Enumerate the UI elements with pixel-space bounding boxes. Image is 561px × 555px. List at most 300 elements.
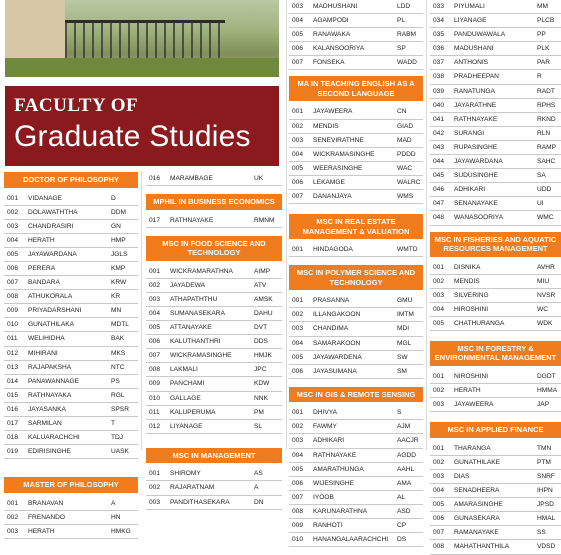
graduate-initials: TDJ	[111, 434, 124, 442]
graduate-number: 002	[433, 387, 445, 395]
graduate-number: 006	[7, 264, 19, 272]
graduate-number: 033	[433, 3, 445, 10]
graduate-surname: RATHNAYAKA	[28, 391, 72, 399]
program-section	[146, 236, 282, 434]
graduate-row	[430, 398, 561, 412]
graduate-row	[4, 403, 138, 417]
graduate-surname: SARMILAN	[28, 420, 62, 427]
column-2	[146, 172, 282, 510]
graduate-number: 001	[7, 194, 19, 202]
graduate-initials: AVHR	[537, 263, 555, 271]
graduate-number: 017	[7, 420, 19, 427]
graduate-initials: GMU	[397, 297, 413, 305]
graduate-row	[289, 120, 423, 134]
graduate-row	[4, 192, 138, 206]
graduate-list	[289, 105, 423, 204]
graduate-list	[430, 0, 561, 226]
graduate-row	[289, 162, 423, 176]
graduate-row	[430, 512, 561, 526]
graduate-row	[430, 498, 561, 512]
graduate-initials: JGLS	[111, 250, 128, 258]
column-3	[289, 0, 423, 547]
program-section	[4, 477, 138, 539]
graduate-initials: DAHU	[254, 309, 273, 317]
graduate-list	[4, 497, 138, 539]
graduate-surname: RATHNAYAKE	[170, 216, 214, 224]
graduate-initials: DS	[397, 536, 407, 544]
graduate-list	[430, 442, 561, 555]
graduate-surname: SENEVIRATHNE	[313, 136, 364, 144]
graduate-initials: DGDT	[537, 372, 556, 380]
graduate-number: 001	[292, 297, 304, 305]
graduate-number: 036	[433, 45, 445, 53]
section-heading: MSC IN POLYMER SCIENCE AND TECHNOLOGY	[289, 265, 423, 290]
graduate-initials: NVSR	[537, 291, 556, 299]
graduate-initials: PLCB	[537, 17, 555, 25]
graduate-surname: JAYAWARDANA	[28, 250, 77, 258]
graduate-number: 002	[292, 311, 304, 319]
graduate-surname: HERATH	[28, 527, 55, 535]
graduate-initials: WMC	[537, 214, 554, 222]
graduate-number: 005	[292, 465, 304, 473]
graduate-row	[289, 14, 423, 28]
graduate-row	[4, 347, 138, 361]
graduate-row	[4, 206, 138, 220]
graduate-number: 015	[7, 391, 19, 399]
graduate-row	[4, 290, 138, 304]
graduate-number: 004	[292, 451, 304, 459]
graduate-list	[4, 192, 138, 460]
graduate-row	[4, 262, 138, 276]
graduate-list	[289, 294, 423, 379]
program-section	[146, 194, 282, 228]
graduate-row	[289, 190, 423, 204]
graduate-list	[146, 214, 282, 228]
graduate-initials: WAC	[397, 164, 413, 172]
graduate-number: 003	[292, 136, 304, 144]
graduate-surname: MENDIS	[313, 122, 339, 130]
graduate-row	[146, 406, 282, 420]
graduate-number: 016	[7, 405, 19, 413]
graduate-surname: LEKAMGE	[313, 178, 345, 186]
graduate-number: 006	[292, 479, 304, 487]
graduate-number: 017	[149, 216, 161, 224]
graduate-number: 016	[149, 175, 161, 182]
faculty-line1: FACULTY OF	[14, 95, 139, 116]
graduate-surname: SENANAYAKE	[454, 200, 498, 208]
graduate-initials: JAP	[537, 401, 550, 409]
graduate-surname: RATHNAYAKE	[313, 451, 357, 459]
program-section	[430, 0, 561, 226]
graduate-initials: WMTD	[397, 246, 418, 254]
graduate-initials: AJM	[397, 423, 411, 431]
graduate-row	[146, 420, 282, 434]
graduate-initials: CP	[397, 522, 407, 530]
graduate-initials: MDI	[397, 325, 410, 333]
graduate-surname: ATHAPATHTHU	[170, 295, 218, 303]
graduate-row	[430, 0, 561, 14]
graduate-initials: R	[537, 73, 542, 81]
graduate-row	[146, 496, 282, 510]
graduate-number: 006	[433, 515, 445, 523]
graduate-initials: SW	[397, 353, 408, 361]
column-divider	[426, 0, 427, 450]
graduate-surname: EDIRISINGHE	[28, 448, 71, 456]
graduate-initials: NTC	[111, 363, 125, 371]
graduate-row	[430, 456, 561, 470]
graduate-surname: PANAWANNAGE	[28, 377, 80, 385]
graduate-surname: DOLAWATHTHA	[28, 208, 78, 216]
graduate-row	[4, 417, 138, 431]
graduate-initials: PP	[537, 31, 546, 39]
section-heading: MPHIL IN BUSINESS ECONOMICS	[146, 194, 282, 210]
graduate-number: 005	[433, 501, 445, 509]
graduate-initials: UK	[254, 175, 264, 182]
program-section	[430, 422, 561, 554]
graduate-surname: ADHIKARI	[313, 437, 345, 445]
section-heading: MSC IN FORESTRY & ENVIRONMENTAL MANAGEMENT	[430, 341, 561, 366]
graduate-number: 002	[292, 122, 304, 130]
graduate-surname: NIROSHINI	[454, 372, 489, 380]
graduate-row	[289, 42, 423, 56]
graduate-initials: PDDD	[397, 150, 416, 158]
graduate-initials: RPHS	[537, 101, 556, 109]
graduate-row	[430, 197, 561, 211]
graduate-row	[146, 214, 282, 228]
graduate-number: 004	[292, 17, 304, 25]
graduate-row	[146, 293, 282, 307]
graduate-surname: LIYANAGE	[170, 422, 203, 430]
graduate-surname: PANDUWAWALA	[454, 31, 506, 39]
graduate-number: 008	[7, 293, 19, 301]
graduate-surname: PANCHAMI	[170, 380, 205, 388]
graduate-surname: RAJARATNAM	[170, 484, 215, 492]
graduate-number: 004	[433, 305, 445, 313]
graduate-initials: SL	[254, 422, 263, 430]
graduate-number: 009	[7, 307, 19, 315]
graduate-row	[4, 318, 138, 332]
graduate-number: 003	[433, 291, 445, 299]
section-heading: MSC IN MANAGEMENT	[146, 448, 282, 464]
graduate-number: 011	[7, 335, 18, 343]
graduate-surname: IYOOB	[313, 493, 334, 501]
graduate-surname: FONSEKA	[313, 59, 345, 67]
graduate-surname: DIAS	[454, 472, 470, 480]
graduate-row	[4, 389, 138, 403]
graduate-row	[289, 519, 423, 533]
graduate-number: 007	[7, 279, 19, 287]
graduate-number: 008	[433, 543, 445, 551]
graduate-number: 012	[149, 422, 161, 430]
graduate-surname: AMARATHUNGA	[313, 465, 364, 473]
graduate-initials: WC	[537, 305, 548, 313]
graduate-surname: SENADHEERA	[454, 487, 500, 495]
graduate-surname: PERERA	[28, 264, 56, 272]
graduate-row	[146, 392, 282, 406]
graduate-surname: GUNATHILAKA	[28, 321, 75, 329]
graduate-number: 010	[292, 536, 304, 544]
graduate-row	[430, 56, 561, 70]
lawn	[5, 58, 279, 77]
campus-photo	[5, 0, 279, 77]
graduate-number: 006	[292, 178, 304, 186]
graduate-row	[430, 14, 561, 28]
graduate-initials: A	[254, 484, 259, 492]
graduate-row	[289, 449, 423, 463]
graduate-initials: RABM	[397, 31, 417, 39]
graduate-surname: BANDARA	[28, 279, 60, 287]
column-divider	[141, 172, 142, 450]
graduate-row	[430, 28, 561, 42]
graduate-surname: HERATH	[28, 236, 55, 244]
graduate-row	[289, 134, 423, 148]
graduate-initials: DVT	[254, 324, 268, 332]
graduate-surname: WICKRAMASINGHE	[313, 150, 375, 158]
graduate-row	[146, 307, 282, 321]
graduate-initials: CN	[397, 108, 407, 116]
graduate-initials: NNK	[254, 394, 268, 402]
graduate-number: 043	[433, 143, 445, 151]
graduate-number: 002	[433, 458, 445, 466]
graduate-surname: SUMANASEKARA	[170, 309, 225, 317]
graduate-list	[289, 0, 423, 70]
graduate-initials: PL	[397, 17, 406, 25]
graduate-row	[289, 322, 423, 336]
graduate-initials: D	[111, 194, 116, 202]
graduate-initials: RMNM	[254, 216, 275, 224]
graduate-surname: FAWMY	[313, 423, 337, 431]
graduate-surname: GUNATHILAKE	[454, 458, 501, 466]
section-heading: MSC IN FOOD SCIENCE AND TECHNOLOGY	[146, 236, 282, 261]
graduate-number: 002	[149, 281, 161, 289]
graduate-surname: WELIHIDHA	[28, 335, 65, 343]
graduate-initials: A	[111, 499, 116, 507]
graduate-row	[4, 511, 138, 525]
graduate-initials: VDSD	[537, 543, 556, 551]
graduate-row	[430, 99, 561, 113]
graduate-initials: SNRF	[537, 472, 555, 480]
graduate-number: 001	[7, 499, 19, 507]
graduate-surname: JAYAWEERA	[454, 401, 494, 409]
graduate-number: 007	[149, 352, 161, 360]
column-4	[430, 0, 561, 555]
graduate-number: 013	[7, 363, 19, 371]
graduate-initials: DN	[254, 498, 264, 506]
graduate-number: 037	[433, 59, 445, 67]
graduate-row	[289, 351, 423, 365]
program-section	[289, 265, 423, 379]
graduate-number: 004	[433, 487, 445, 495]
graduate-surname: JAYAWARDENA	[313, 353, 362, 361]
graduate-number: 012	[7, 349, 19, 357]
graduate-surname: JAYARATHNE	[454, 101, 497, 109]
graduate-surname: GUNASEKARA	[454, 515, 500, 523]
graduate-initials: KMP	[111, 264, 126, 272]
graduate-surname: AGAMPODI	[313, 17, 349, 25]
graduate-row	[289, 477, 423, 491]
graduate-row	[146, 321, 282, 335]
graduate-initials: AMSK	[254, 295, 273, 303]
graduate-row	[430, 113, 561, 127]
section-heading: MASTER OF PHILOSOPHY	[4, 477, 138, 493]
graduate-number: 044	[433, 158, 445, 166]
graduate-row	[430, 155, 561, 169]
graduate-initials: AACJR	[397, 437, 419, 445]
graduate-number: 007	[292, 493, 304, 501]
graduate-initials: GN	[111, 222, 121, 230]
graduate-initials: AL	[397, 493, 406, 501]
graduate-initials: MIU	[537, 277, 550, 285]
program-section	[289, 0, 423, 70]
graduate-surname: KALUPERUMA	[170, 408, 216, 416]
graduate-row	[289, 0, 423, 14]
graduate-number: 002	[7, 513, 19, 521]
graduate-list	[289, 243, 423, 257]
graduate-row	[4, 276, 138, 290]
graduate-surname: WIJESINGHE	[313, 479, 355, 487]
graduate-initials: UASK	[111, 448, 129, 456]
graduate-initials: SP	[397, 45, 406, 53]
graduate-surname: JAYAWARDANA	[454, 158, 503, 166]
graduate-list	[146, 265, 282, 434]
graduate-number: 003	[292, 437, 304, 445]
graduate-row	[430, 42, 561, 56]
section-heading: MSC IN REAL ESTATE MANAGEMENT & VALUATION	[289, 214, 423, 239]
program-section	[430, 232, 561, 331]
graduate-surname: WEERASINGHE	[313, 164, 363, 172]
graduate-initials: IMTM	[397, 311, 414, 319]
graduate-row	[430, 442, 561, 456]
graduate-surname: SAMARAKOON	[313, 339, 361, 347]
graduate-initials: KDW	[254, 380, 270, 388]
graduate-initials: WALRC	[397, 178, 421, 186]
graduate-surname: PRASANNA	[313, 297, 350, 305]
graduate-surname: KALUTHANTHRI	[170, 338, 221, 346]
graduate-number: 042	[433, 129, 445, 137]
graduate-number: 003	[149, 295, 161, 303]
graduate-number: 007	[292, 193, 304, 201]
graduate-initials: PTM	[537, 458, 551, 466]
graduate-row	[289, 420, 423, 434]
graduate-surname: JAYAWEERA	[313, 108, 353, 116]
graduate-number: 002	[433, 277, 445, 285]
graduate-initials: SA	[537, 172, 546, 180]
program-section	[289, 214, 423, 257]
graduate-surname: SHIROMY	[170, 470, 201, 478]
graduate-number: 047	[433, 200, 445, 208]
graduate-initials: MKS	[111, 349, 126, 357]
graduate-row	[4, 332, 138, 346]
graduate-number: 035	[433, 31, 445, 39]
graduate-surname: MIHIRANI	[28, 349, 58, 357]
graduate-surname: JAYADEWA	[170, 281, 206, 289]
graduate-surname: BRANAVAN	[28, 499, 64, 507]
graduate-surname: JAYASUMANA	[313, 367, 357, 375]
graduate-list	[430, 261, 561, 331]
graduate-number: 008	[292, 507, 304, 515]
graduate-initials: HMMA	[537, 387, 558, 395]
graduate-row	[430, 141, 561, 155]
graduate-surname: HANANGALAARACHCHI	[313, 536, 389, 544]
graduate-number: 003	[433, 401, 445, 409]
graduate-initials: HN	[111, 513, 121, 521]
graduate-initials: MM	[537, 3, 548, 10]
section-heading: MSC IN FISHERIES AND AQUATIC RESOURCES MANAGEMENT	[430, 232, 561, 257]
graduate-row	[289, 406, 423, 420]
graduate-row	[430, 540, 561, 554]
graduate-surname: ADHIKARI	[454, 186, 486, 194]
graduate-row	[289, 243, 423, 257]
graduate-initials: BAK	[111, 335, 125, 343]
graduate-row	[289, 105, 423, 119]
graduate-row	[430, 183, 561, 197]
graduate-row	[4, 431, 138, 445]
graduate-list	[146, 467, 282, 509]
graduate-number: 004	[292, 150, 304, 158]
graduate-surname: WICKRAMARATHNA	[170, 267, 233, 275]
graduate-number: 014	[7, 377, 19, 385]
graduate-row	[289, 56, 423, 70]
graduate-row	[4, 304, 138, 318]
graduate-surname: LAKMALI	[170, 366, 198, 374]
graduate-surname: AMARASINGHE	[454, 501, 503, 509]
graduate-initials: PS	[111, 377, 120, 385]
graduate-surname: RANHOTI	[313, 522, 343, 530]
graduate-row	[430, 127, 561, 141]
graduate-number: 007	[292, 59, 304, 67]
graduate-surname: SILVERING	[454, 291, 489, 299]
graduate-initials: LDD	[397, 3, 411, 10]
graduate-initials: SM	[397, 367, 407, 375]
graduate-row	[289, 148, 423, 162]
graduate-number: 010	[149, 394, 161, 402]
graduate-surname: RATHNAYAKE	[454, 115, 498, 123]
graduate-surname: CHANDIMA	[313, 325, 349, 333]
graduate-row	[289, 308, 423, 322]
graduate-number: 002	[292, 423, 304, 431]
graduate-row	[4, 525, 138, 539]
graduate-number: 039	[433, 87, 445, 95]
graduate-initials: HMAL	[537, 515, 556, 523]
graduate-surname: SUDUSINGHE	[454, 172, 498, 180]
graduate-number: 001	[292, 108, 304, 116]
graduate-initials: PM	[254, 408, 264, 416]
graduate-surname: DHIVYA	[313, 409, 338, 417]
graduate-row	[430, 169, 561, 183]
column-1	[4, 172, 138, 539]
graduate-surname: MARAMBAGE	[170, 175, 213, 182]
graduate-surname: JAYASANKA	[28, 405, 66, 413]
graduate-row	[289, 491, 423, 505]
graduate-initials: SS	[537, 529, 546, 537]
graduate-initials: HMKG	[111, 527, 131, 535]
iron-fence	[65, 22, 225, 60]
graduate-surname: CHANDRASIRI	[28, 222, 74, 230]
graduate-row	[4, 248, 138, 262]
graduate-initials: RADT	[537, 87, 555, 95]
program-section	[146, 172, 282, 186]
graduate-surname: PANDITHASEKARA	[170, 498, 230, 506]
graduate-surname: GALLAGE	[170, 394, 201, 402]
graduate-row	[289, 337, 423, 351]
graduate-initials: HMP	[111, 236, 126, 244]
graduate-row	[289, 176, 423, 190]
graduate-row	[430, 470, 561, 484]
faculty-title: Graduate Studies	[14, 120, 251, 153]
graduate-number: 011	[149, 408, 160, 416]
graduate-surname: ILLANGAKOON	[313, 311, 361, 319]
graduate-surname: ANTHONIS	[454, 59, 489, 67]
